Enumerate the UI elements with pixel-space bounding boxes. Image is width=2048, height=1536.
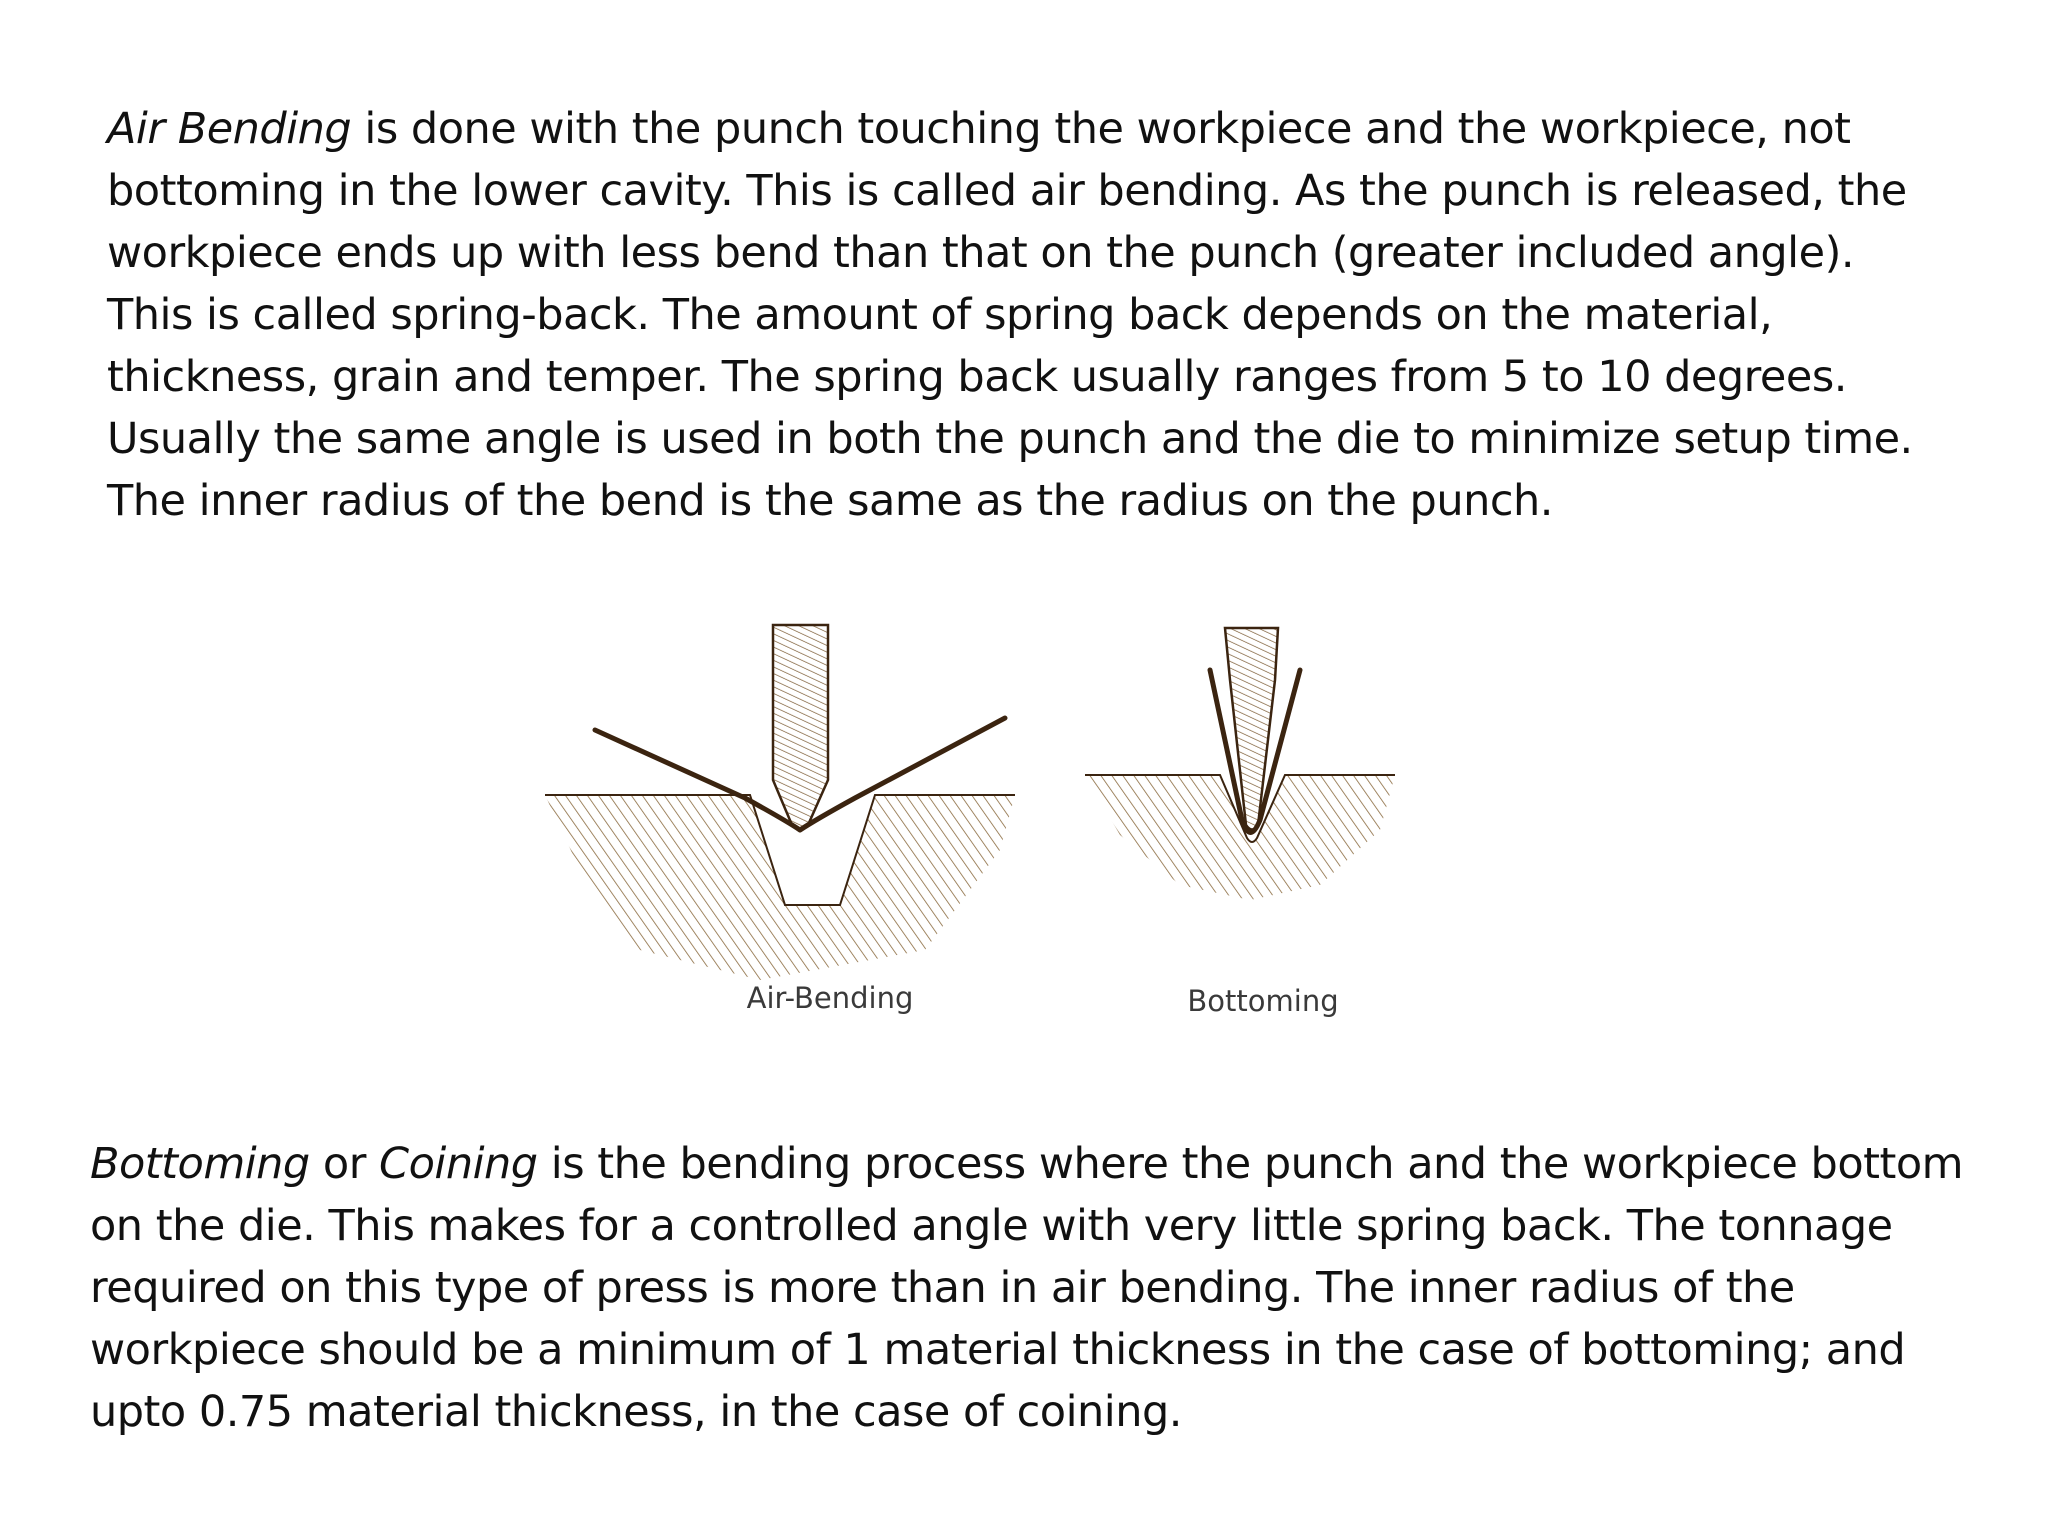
bottoming-line-4: workpiece should be a minimum of 1 material thickness in the case of bottoming; and bbox=[90, 1325, 1906, 1375]
bottoming-caption: Bottoming bbox=[1187, 984, 1339, 1018]
air-bending-line-7: The inner radius of the bend is the same as the radius on the punch. bbox=[107, 476, 1553, 526]
air-bending-punch bbox=[773, 625, 828, 829]
air-bending-line-5: thickness, grain and temper. The spring back usually ranges from 5 to 10 degrees. bbox=[107, 352, 1847, 402]
air-bending-line-6: Usually the same angle is used in both the punch and the die to minimize setup time. bbox=[107, 414, 1913, 464]
air-bending-caption: Air-Bending bbox=[746, 981, 914, 1015]
air-bending-paragraph bbox=[107, 98, 1913, 532]
bottoming-line-5: upto 0.75 material thickness, in the case of coining. bbox=[90, 1387, 1182, 1437]
coining-term: Coining bbox=[379, 1139, 538, 1189]
air-bending-illustration bbox=[545, 625, 1015, 1015]
bottoming-line-1-text: is the bending process where the punch and the workpiece bottom bbox=[537, 1139, 1964, 1189]
air-bending-line-1 bbox=[107, 98, 1913, 160]
air-bending-line-2: bottoming in the lower cavity. This is called air bending. As the punch is released, the bbox=[107, 166, 1907, 216]
bottoming-paragraph bbox=[90, 1133, 1963, 1443]
air-bending-line-1-text: is done with the punch touching the workpiece and the workpiece, not bbox=[351, 104, 1851, 154]
bottoming-punch bbox=[1225, 628, 1278, 830]
bottoming-line-1 bbox=[90, 1133, 1963, 1195]
air-bending-line-4: This is called spring-back. The amount of spring back depends on the material, bbox=[107, 290, 1773, 340]
bottoming-die bbox=[1085, 775, 1395, 900]
bending-diagram bbox=[530, 620, 1430, 1040]
bottoming-term: Bottoming bbox=[90, 1139, 310, 1189]
bottoming-illustration bbox=[1085, 628, 1395, 1018]
air-bending-term: Air Bending bbox=[107, 104, 352, 154]
bottoming-line-3: required on this type of press is more than in air bending. The inner radius of the bbox=[90, 1263, 1795, 1313]
bottoming-connector: or bbox=[309, 1139, 380, 1189]
bottoming-line-2: on the die. This makes for a controlled angle with very little spring back. The tonnage bbox=[90, 1201, 1893, 1251]
air-bending-line-3: workpiece ends up with less bend than that on the punch (greater included angle). bbox=[107, 228, 1855, 278]
